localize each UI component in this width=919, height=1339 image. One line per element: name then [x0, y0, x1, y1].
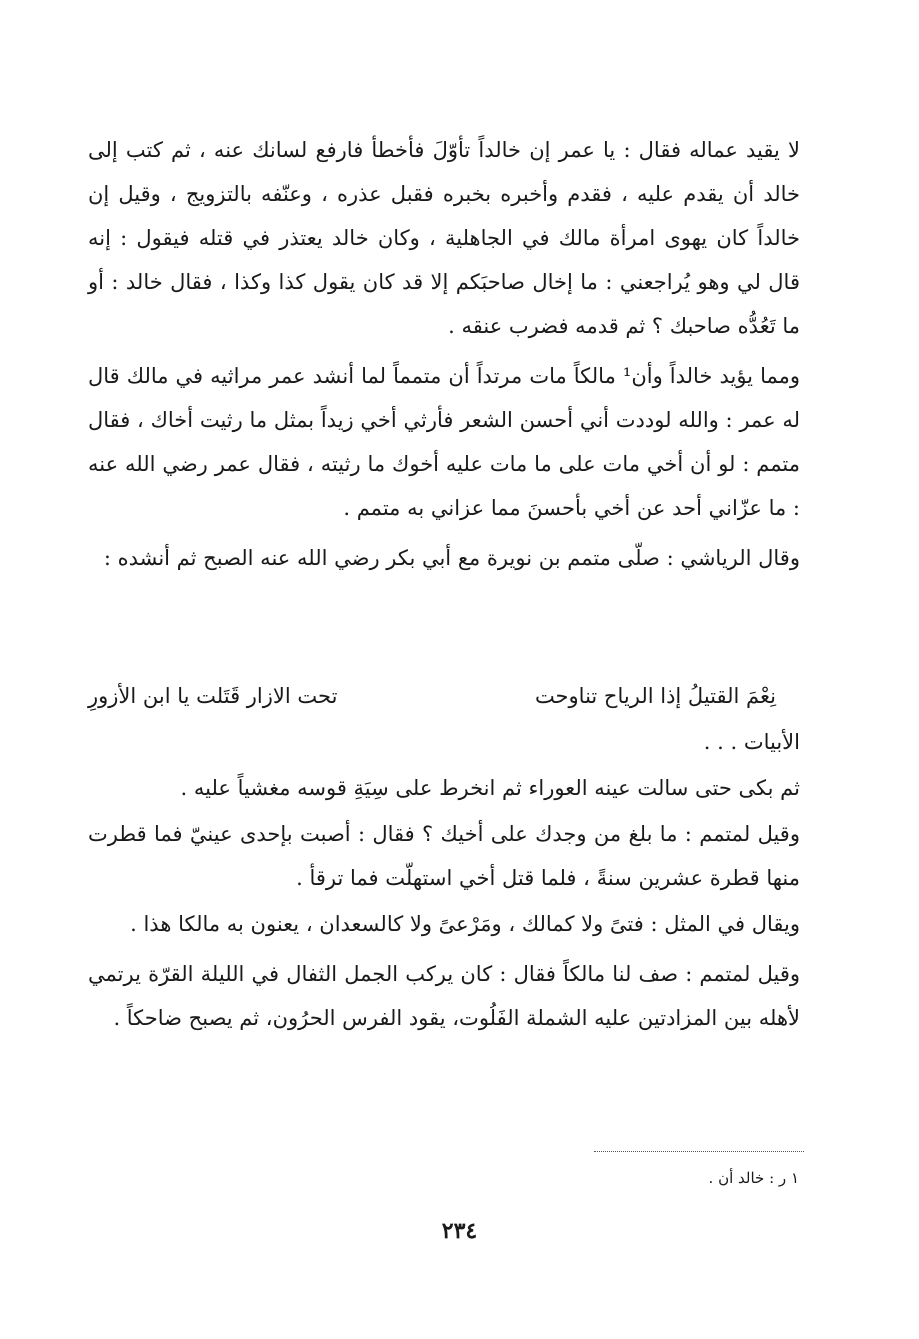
verse-tail: الأبيات . . .: [703, 730, 800, 754]
paragraph-6: ويقال في المثل : فتىً ولا كمالك ، ومَرْعىً ولا كالسعدان ، يعنون به مالكا هذا .: [130, 912, 800, 936]
footnote-divider: [594, 1151, 804, 1152]
paragraph-3: وقال الرياشي : صلّى متمم بن نويرة مع أبي بكر رضي الله عنه الصبح ثم أنشده :: [103, 546, 800, 570]
paragraph-2: ومما يؤيد خالداً وأن¹ مالكاً مات مرتداً أن متمماً لما أنشد عمر مراثيه في مالك قال له عمر : والله لوددت أني أحسن الشعر فأرثي أخي زيداً بمثل ما رثيت أخاك ، فقال متمم : لو أن أخي مات على ما مات عليه أخوك ما رثيته ، فقال عمر رضي الله عنه : ما عزّاني أحد عن أخي بأحسنَ مما عزاني به متمم .: [88, 364, 800, 520]
footnote: ١ ر : خالد أن .: [708, 1169, 799, 1187]
verse-first-hemistich: نِعْمَ القتيلُ إذا الرياح تناوحت: [534, 684, 776, 708]
main-text-block-top: [88, 128, 800, 582]
paragraph-7: وقيل لمتمم : صف لنا مالكاً فقال : كان يركب الجمل الثفال في الليلة القرّة يرتمي لأهله بين المزادتين عليه الشملة الفَلُوت، يقود الفرس الحرُون، ثم يصبح ضاحكاً .: [88, 962, 800, 1030]
paragraph-1: لا يقيد عماله فقال : يا عمر إن خالداً تأوّلَ فأخطأ فارفع لسانك عنه ، ثم كتب إلى خالد أن يقدم عليه ، فقدم وأخبره بخبره فقبل عذره ، وعنّفه بالتزويج ، وقيل إن خالداً كان يهوى امرأة مالك في الجاهلية ، وكان خالد يعتذر في قتله فيقول : إنه قال لي وهو يُراجعني : ما إخال صاحبَكم إلا قد كان يقول كذا وكذا ، فقال خالد : أو ما تَعُدُّه صاحبك ؟ ثم قدمه فضرب عنقه .: [88, 138, 800, 338]
verse-second-hemistich: تحت الازار قَتَلت يا ابن الأزورِ: [88, 684, 338, 708]
paragraph-4: ثم بكى حتى سالت عينه العوراء ثم انخرط على سِيَةِ قوسه مغشياً عليه .: [180, 776, 800, 800]
main-text-block-bottom: [88, 766, 800, 1042]
page-number: ٢٣٤: [441, 1218, 478, 1244]
paragraph-5: وقيل لمتمم : ما بلغ من وجدك على أخيك ؟ فقال : أصبت بإحدى عينيّ فما قطرت منها قطرة عشرين سنةً ، فلما قتل أخي استهلّت فما ترقأ .: [88, 822, 800, 890]
poem-verse: [88, 674, 800, 718]
